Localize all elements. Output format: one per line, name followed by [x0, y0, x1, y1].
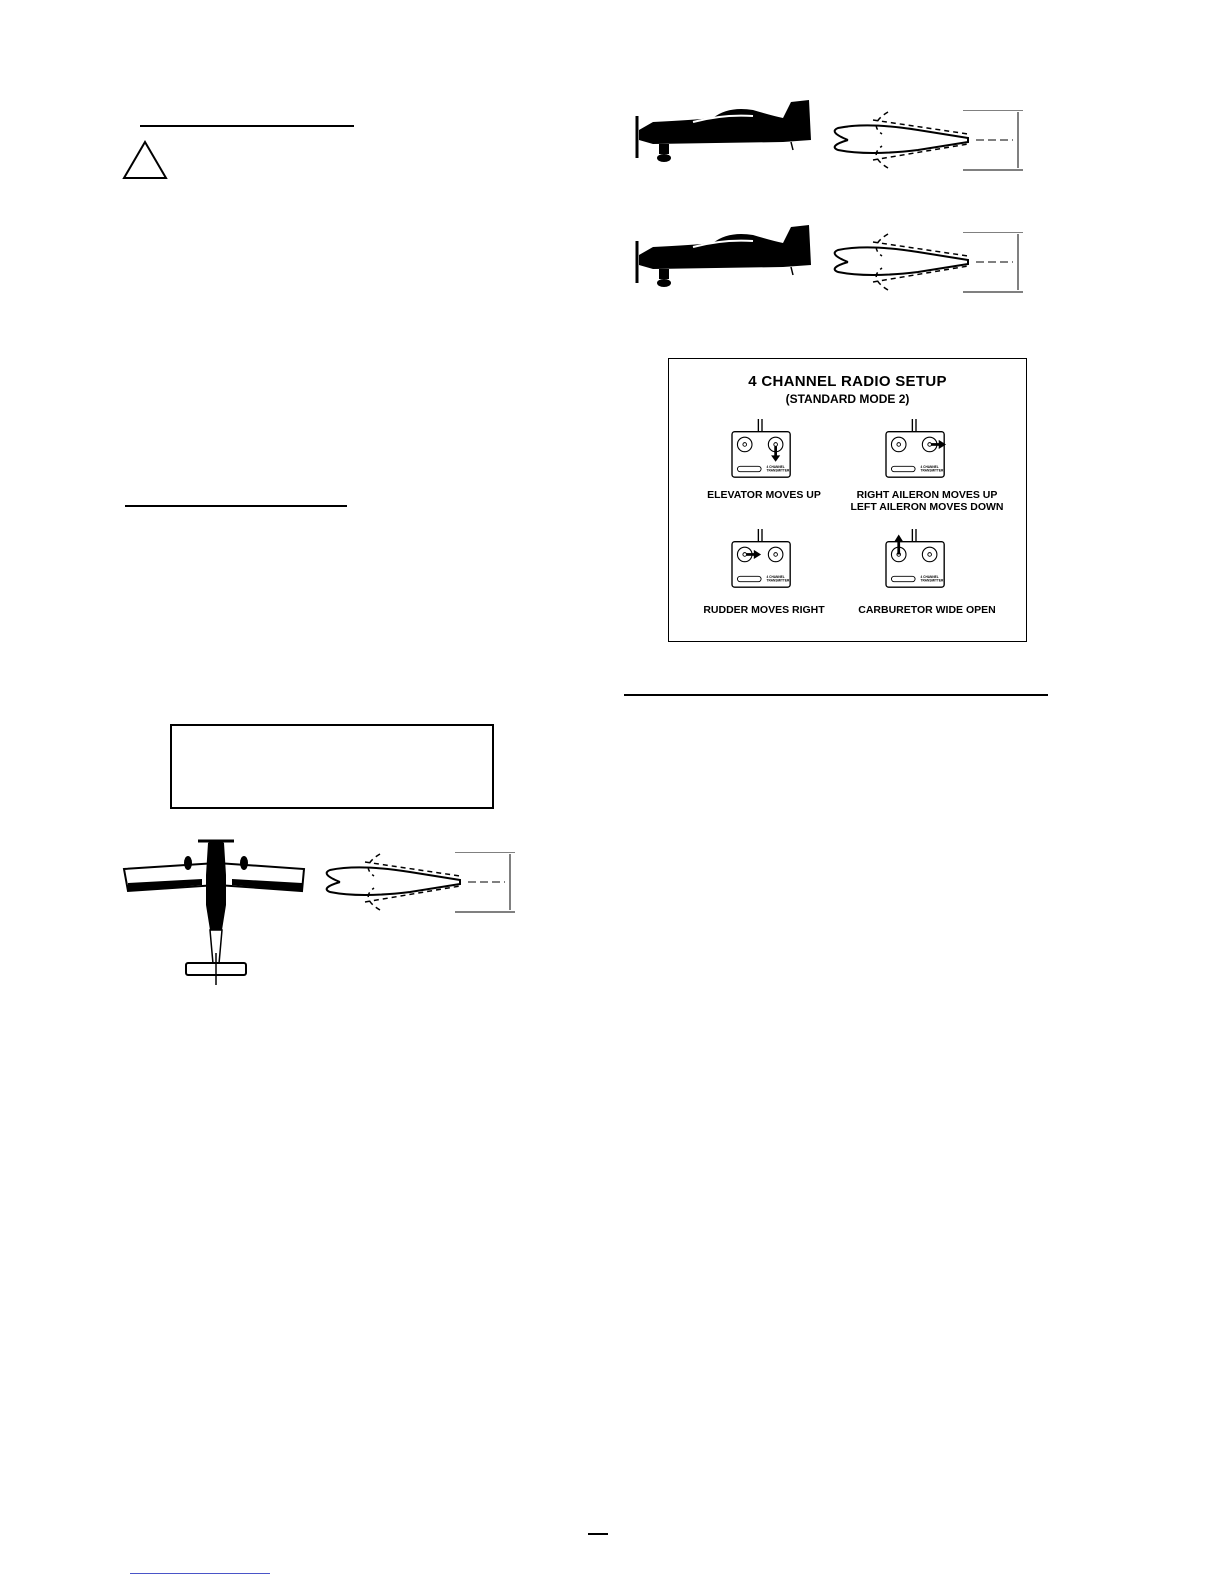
section-heading-rule: [624, 694, 1048, 696]
transmitter-label: TRANSMITTER: [920, 578, 944, 583]
transmitter-label: TRANSMITTER: [766, 578, 790, 583]
transmitter-label: 4 CHANNEL: [766, 465, 785, 470]
page-number-mark: [588, 1533, 608, 1535]
transmitter-label: TRANSMITTER: [920, 468, 944, 473]
transmitter-icon: [881, 529, 951, 589]
radio-setup-subtitle: (STANDARD MODE 2): [785, 392, 910, 406]
airplane-side-silhouette-icon: [633, 100, 821, 170]
radio-setup-panel: [668, 358, 1027, 642]
transmitter-icon: [727, 419, 797, 479]
radio-caption-rudder: [699, 604, 829, 616]
radio-caption-elevator: [699, 489, 829, 501]
transmitter-icon: [727, 529, 797, 589]
airfoil-deflection-icon: [320, 852, 520, 914]
footer-link[interactable]: [130, 1573, 270, 1574]
caption-line: ELEVATOR MOVES UP: [707, 489, 821, 501]
airfoil-deflection-icon: [828, 110, 1028, 172]
airplane-side-silhouette-icon: [633, 225, 821, 295]
transmitter-label: 4 CHANNEL: [920, 465, 939, 470]
airfoil-deflection-icon: [828, 232, 1028, 294]
radio-caption-aileron: [837, 489, 1017, 513]
warning-triangle-icon: [122, 140, 168, 180]
radio-caption-throttle: [837, 604, 1017, 616]
caption-line: LEFT AILERON MOVES DOWN: [850, 501, 1004, 513]
caption-line: RUDDER MOVES RIGHT: [703, 604, 825, 616]
section-heading-rule: [140, 125, 354, 127]
section-heading-rule: [125, 505, 347, 507]
airplane-top-view-icon: [122, 835, 312, 985]
transmitter-label: 4 CHANNEL: [920, 575, 939, 580]
caption-line: CARBURETOR WIDE OPEN: [858, 604, 996, 616]
transmitter-label: 4 CHANNEL: [766, 575, 785, 580]
notice-box: [170, 724, 494, 809]
caption-line: RIGHT AILERON MOVES UP: [856, 489, 998, 501]
transmitter-icon: [881, 419, 951, 479]
transmitter-label: TRANSMITTER: [766, 468, 790, 473]
radio-setup-title: 4 CHANNEL RADIO SETUP: [748, 373, 947, 390]
